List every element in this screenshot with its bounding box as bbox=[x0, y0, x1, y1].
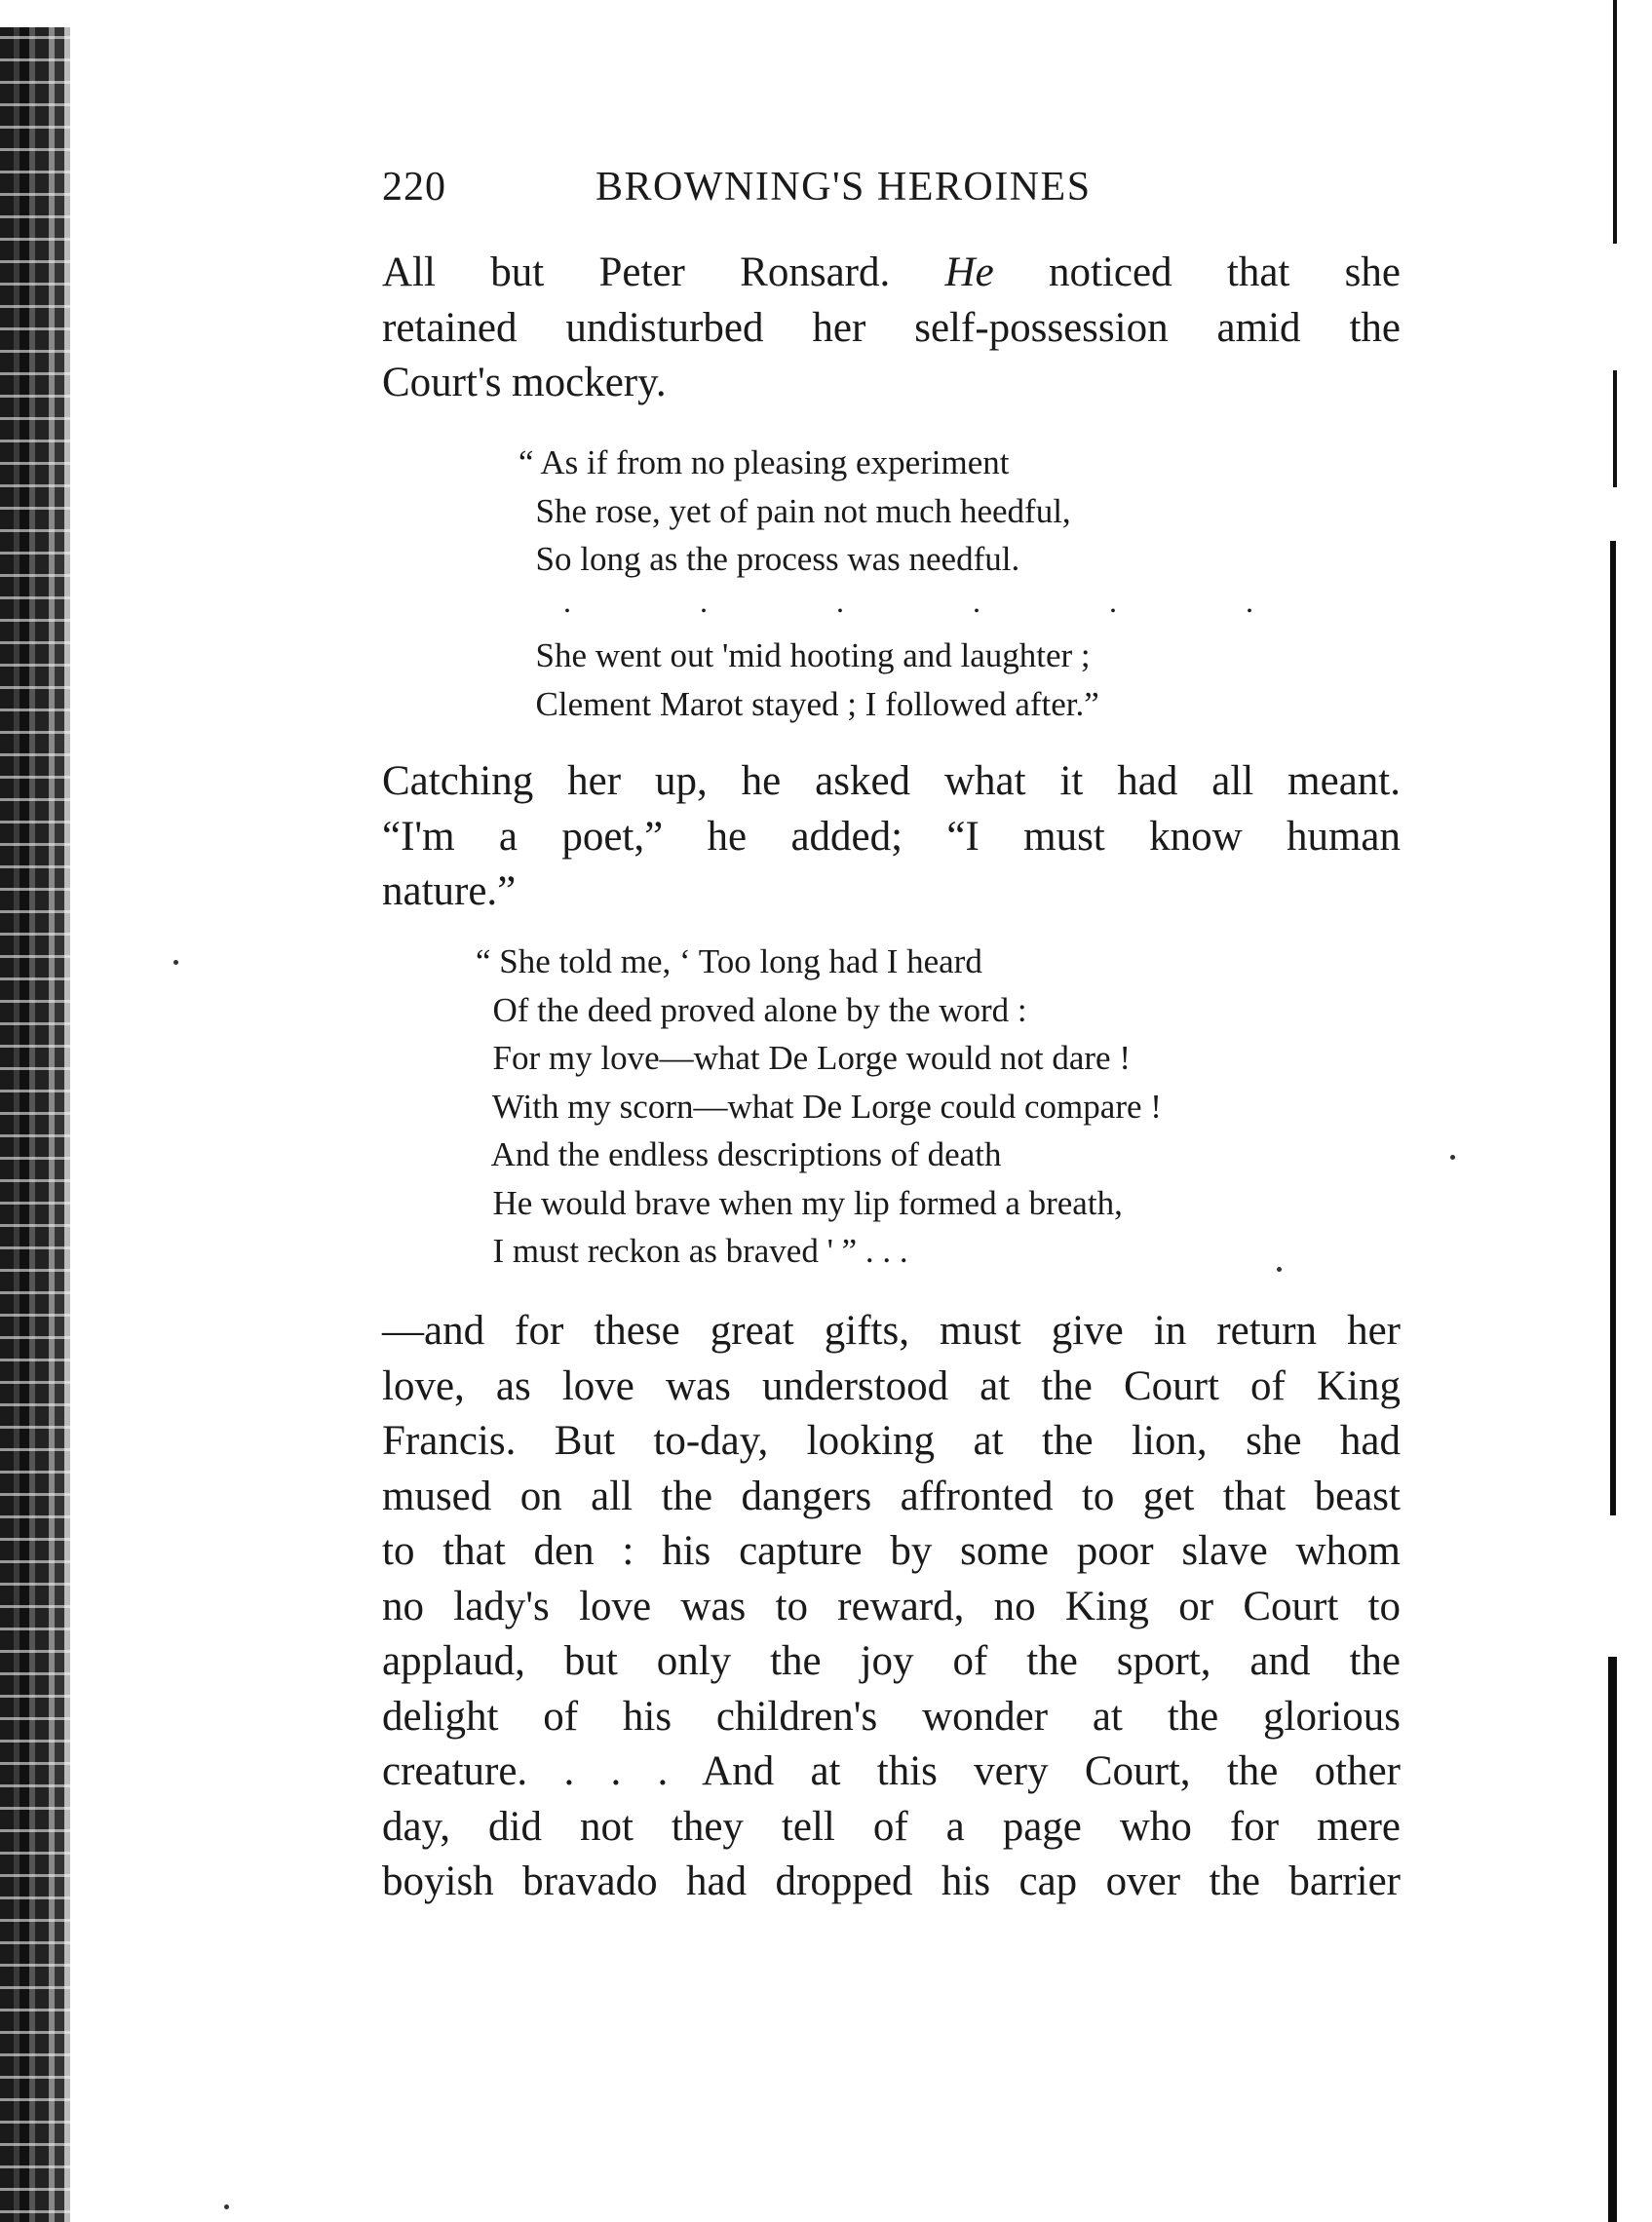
paragraph-1 bbox=[382, 246, 1401, 411]
verse-line: For my love—what De Lorge would not dare ! bbox=[476, 1039, 1131, 1077]
scan-left-edge bbox=[0, 27, 70, 2222]
text-line: Catching her up, he asked what it had all meant. bbox=[382, 758, 1401, 804]
text-line: day, did not they tell of a page who for mere bbox=[382, 1803, 1401, 1850]
verse-line: Of the deed proved alone by the word : bbox=[476, 990, 1027, 1029]
verse-line: I must reckon as braved ' ” . . . bbox=[476, 1232, 908, 1270]
emphasis: He bbox=[944, 249, 994, 295]
scan-speck bbox=[173, 960, 178, 965]
scan-right-edge bbox=[1610, 541, 1616, 1515]
text-line: —and for these great gifts, must give in return her bbox=[382, 1308, 1401, 1354]
scan-speck bbox=[1450, 1155, 1455, 1160]
verse-quote-1 bbox=[519, 439, 1253, 728]
text-line: love, as love was understood at the Court of King bbox=[382, 1362, 1401, 1409]
verse-line: She went out 'mid hooting and laughter ; bbox=[519, 636, 1091, 674]
text-line: boyish bravado had dropped his cap over the barrier bbox=[382, 1858, 1401, 1904]
verse-line: So long as the process was needful. bbox=[519, 540, 1020, 578]
verse-line: And the endless descriptions of death bbox=[476, 1135, 1002, 1173]
scan-speck bbox=[224, 2204, 229, 2209]
running-head: BROWNING'S HEROINES bbox=[595, 165, 1092, 210]
verse-line: Clement Marot stayed ; I followed after.” bbox=[519, 684, 1099, 723]
scan-right-edge bbox=[1608, 1657, 1617, 2222]
text-line: retained undisturbed her self-possession amid the bbox=[382, 304, 1401, 351]
verse-line: She rose, yet of pain not much heedful, bbox=[519, 491, 1071, 530]
paragraph-3 bbox=[382, 1304, 1401, 1910]
ellipsis-row: . . . . . . bbox=[563, 583, 1253, 619]
scan-right-edge bbox=[1613, 370, 1617, 487]
text-line: “I'm a poet,” he added; “I must know human bbox=[382, 813, 1401, 860]
text-line: creature. . . . And at this very Court, the other bbox=[382, 1748, 1401, 1794]
page-number: 220 bbox=[382, 165, 446, 210]
text-line: mused on all the dangers affronted to get that beast bbox=[382, 1473, 1401, 1519]
text-line: to that den : his capture by some poor slave whom bbox=[382, 1528, 1401, 1574]
text-line: applaud, but only the joy of the sport, and the bbox=[382, 1638, 1401, 1684]
text-line: nature.” bbox=[382, 868, 517, 914]
scan-right-edge bbox=[1613, 0, 1617, 244]
paragraph-2 bbox=[382, 754, 1401, 920]
text-line: no lady's love was to reward, no King or Court to bbox=[382, 1583, 1401, 1629]
text-line: All but Peter Ronsard. He noticed that she bbox=[382, 249, 1401, 295]
text-line: delight of his children's wonder at the glorious bbox=[382, 1693, 1401, 1740]
verse-line: “ She told me, ‘ Too long had I heard bbox=[476, 942, 982, 980]
scan-speck bbox=[1277, 1267, 1282, 1272]
verse-line: “ As if from no pleasing experiment bbox=[519, 443, 1010, 481]
verse-quote-2 bbox=[476, 938, 1162, 1276]
text-line: Court's mockery. bbox=[382, 360, 667, 405]
text-line: Francis. But to-day, looking at the lion, she had bbox=[382, 1418, 1401, 1464]
verse-line: He would brave when my lip formed a breath, bbox=[476, 1183, 1123, 1222]
page-header bbox=[382, 164, 1415, 222]
verse-line: With my scorn—what De Lorge could compare ! bbox=[476, 1087, 1162, 1126]
